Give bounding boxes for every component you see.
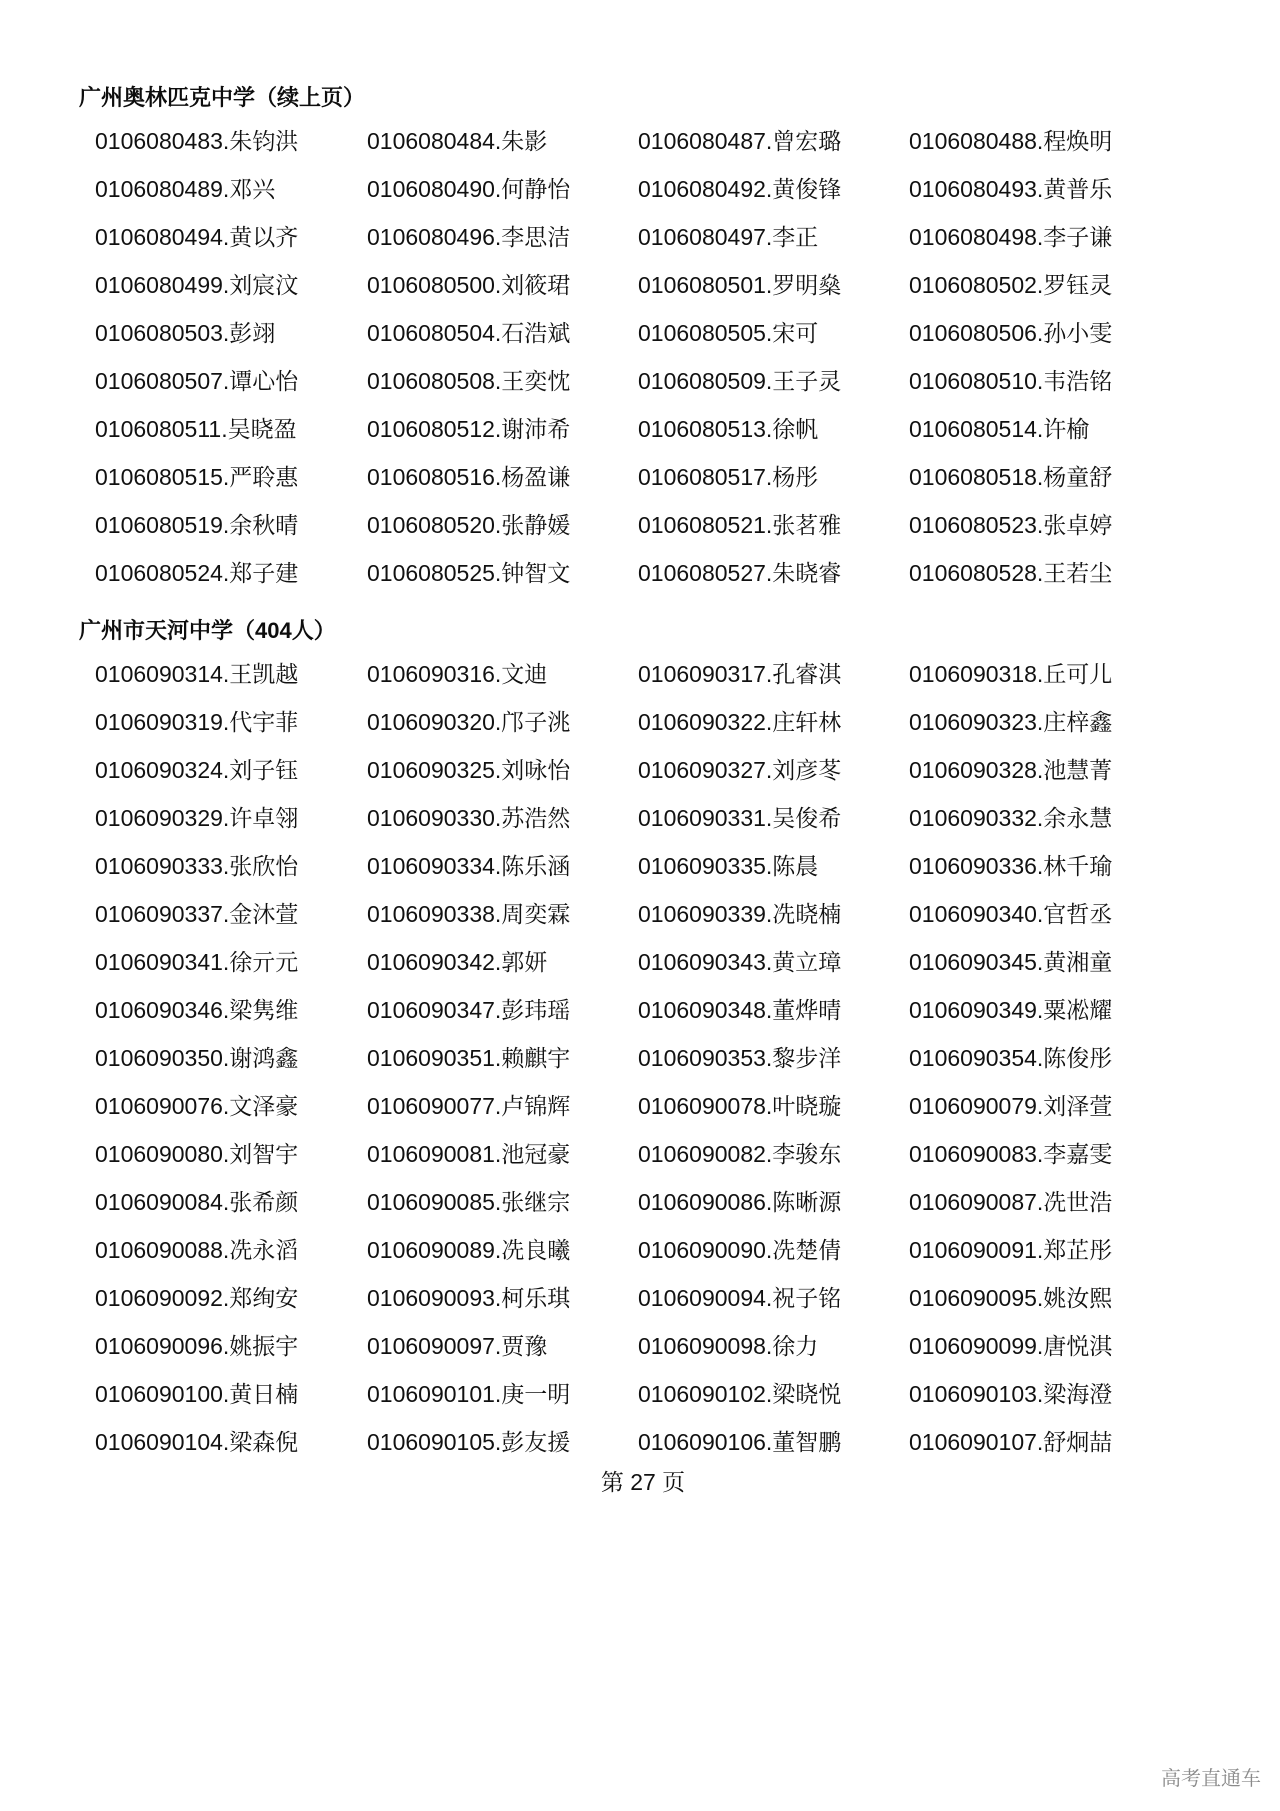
student-entry: 0106090320.邝子洮 bbox=[367, 709, 571, 735]
student-entry: 0106090353.黎步洋 bbox=[638, 1045, 842, 1071]
student-entry: 0106090103.梁海澄 bbox=[909, 1381, 1113, 1407]
student-entry: 0106090105.彭友援 bbox=[367, 1429, 571, 1455]
entry-row bbox=[0, 165, 1280, 213]
student-entry: 0106090338.周奕霖 bbox=[367, 901, 571, 927]
entry-row bbox=[0, 357, 1280, 405]
entry-list bbox=[0, 650, 1280, 1466]
student-entry: 0106080489.邓兴 bbox=[95, 176, 276, 202]
student-entry: 0106090092.郑绚安 bbox=[95, 1285, 299, 1311]
student-entry: 0106090104.梁森倪 bbox=[95, 1429, 299, 1455]
student-entry: 0106080484.朱影 bbox=[367, 128, 548, 154]
student-entry: 0106090093.柯乐琪 bbox=[367, 1285, 571, 1311]
student-entry: 0106090083.李嘉雯 bbox=[909, 1141, 1113, 1167]
student-entry: 0106090330.苏浩然 bbox=[367, 805, 571, 831]
entry-row bbox=[0, 1082, 1280, 1130]
student-entry: 0106080498.李子谦 bbox=[909, 224, 1113, 250]
student-entry: 0106090098.徐力 bbox=[638, 1333, 819, 1359]
student-entry: 0106090351.赖麒宇 bbox=[367, 1045, 571, 1071]
student-entry: 0106090316.文迪 bbox=[367, 661, 548, 687]
student-entry: 0106090078.叶晓璇 bbox=[638, 1093, 842, 1119]
entry-row bbox=[0, 501, 1280, 549]
student-entry: 0106080496.李思洁 bbox=[367, 224, 571, 250]
entry-row bbox=[0, 746, 1280, 794]
student-entry: 0106090331.吴俊希 bbox=[638, 805, 842, 831]
student-entry: 0106090077.卢锦辉 bbox=[367, 1093, 571, 1119]
student-entry: 0106080488.程焕明 bbox=[909, 128, 1113, 154]
student-entry: 0106090317.孔睿淇 bbox=[638, 661, 842, 687]
student-entry: 0106080524.郑子建 bbox=[95, 560, 299, 586]
student-entry: 0106080520.张静媛 bbox=[367, 512, 571, 538]
student-entry: 0106090076.文泽豪 bbox=[95, 1093, 299, 1119]
school-heading: 广州市天河中学（404人） bbox=[79, 618, 336, 643]
student-entry: 0106080519.余秋晴 bbox=[95, 512, 299, 538]
watermark: 高考直通车 bbox=[1161, 1768, 1261, 1790]
entry-row bbox=[0, 1130, 1280, 1178]
student-entry: 0106090323.庄梓鑫 bbox=[909, 709, 1113, 735]
student-entry: 0106080516.杨盈谦 bbox=[367, 464, 571, 490]
page-number: 第 27 页 bbox=[600, 1469, 686, 1495]
student-entry: 0106090349.粟凇耀 bbox=[909, 997, 1113, 1023]
student-entry: 0106080493.黄普乐 bbox=[909, 176, 1113, 202]
student-entry: 0106080492.黄俊锋 bbox=[638, 176, 842, 202]
student-entry: 0106090094.祝子铭 bbox=[638, 1285, 842, 1311]
student-entry: 0106090088.冼永滔 bbox=[95, 1237, 299, 1263]
entry-row bbox=[0, 213, 1280, 261]
student-entry: 0106090096.姚振宇 bbox=[95, 1333, 299, 1359]
student-entry: 0106080509.王子灵 bbox=[638, 368, 842, 394]
student-entry: 0106090348.董烨晴 bbox=[638, 997, 842, 1023]
student-entry: 0106090327.刘彦苳 bbox=[638, 757, 842, 783]
student-entry: 0106090314.王凯越 bbox=[95, 661, 299, 687]
entry-row bbox=[0, 261, 1280, 309]
student-entry: 0106090107.舒炯喆 bbox=[909, 1429, 1113, 1455]
student-entry: 0106090095.姚汝熙 bbox=[909, 1285, 1113, 1311]
student-entry: 0106090340.官哲丞 bbox=[909, 901, 1113, 927]
student-entry: 0106090106.董智鹏 bbox=[638, 1429, 842, 1455]
student-entry: 0106090334.陈乐涵 bbox=[367, 853, 571, 879]
student-entry: 0106090101.庚一明 bbox=[367, 1381, 571, 1407]
student-entry: 0106090079.刘泽萱 bbox=[909, 1093, 1113, 1119]
entry-row bbox=[0, 309, 1280, 357]
student-entry: 0106090341.徐亓元 bbox=[95, 949, 299, 975]
student-entry: 0106080503.彭翊 bbox=[95, 320, 276, 346]
student-entry: 0106090337.金沐萱 bbox=[95, 901, 299, 927]
student-entry: 0106080501.罗明燊 bbox=[638, 272, 842, 298]
entry-row bbox=[0, 405, 1280, 453]
student-entry: 0106090100.黄日楠 bbox=[95, 1381, 299, 1407]
entry-row bbox=[0, 1178, 1280, 1226]
student-entry: 0106080506.孙小雯 bbox=[909, 320, 1113, 346]
student-entry: 0106080508.王奕忱 bbox=[367, 368, 571, 394]
student-entry: 0106090080.刘智宇 bbox=[95, 1141, 299, 1167]
student-entry: 0106090333.张欣怡 bbox=[95, 853, 299, 879]
entry-row bbox=[0, 698, 1280, 746]
student-entry: 0106090085.张继宗 bbox=[367, 1189, 571, 1215]
entry-row bbox=[0, 890, 1280, 938]
entry-row bbox=[0, 938, 1280, 986]
student-entry: 0106080518.杨童舒 bbox=[909, 464, 1113, 490]
student-entry: 0106080513.徐帆 bbox=[638, 416, 819, 442]
student-entry: 0106080500.刘筱珺 bbox=[367, 272, 571, 298]
student-entry: 0106080499.刘宸汶 bbox=[95, 272, 299, 298]
student-entry: 0106090086.陈晰源 bbox=[638, 1189, 842, 1215]
student-entry: 0106080497.李正 bbox=[638, 224, 819, 250]
student-entry: 0106080527.朱晓睿 bbox=[638, 560, 842, 586]
student-entry: 0106090346.梁隽维 bbox=[95, 997, 299, 1023]
student-entry: 0106090328.池慧菁 bbox=[909, 757, 1113, 783]
student-entry: 0106080512.谢沛希 bbox=[367, 416, 571, 442]
student-entry: 0106080504.石浩斌 bbox=[367, 320, 571, 346]
student-entry: 0106080515.严聆惠 bbox=[95, 464, 299, 490]
student-entry: 0106090324.刘子钰 bbox=[95, 757, 299, 783]
student-entry: 0106090325.刘咏怡 bbox=[367, 757, 571, 783]
entry-row bbox=[0, 1418, 1280, 1466]
student-entry: 0106090345.黄湘童 bbox=[909, 949, 1113, 975]
student-entry: 0106080521.张茗雅 bbox=[638, 512, 842, 538]
student-entry: 0106090343.黄立璋 bbox=[638, 949, 842, 975]
student-entry: 0106080523.张卓婷 bbox=[909, 512, 1113, 538]
student-entry: 0106080510.韦浩铭 bbox=[909, 368, 1113, 394]
student-entry: 0106080528.王若尘 bbox=[909, 560, 1113, 586]
entry-row bbox=[0, 1226, 1280, 1274]
entry-row bbox=[0, 453, 1280, 501]
entry-row bbox=[0, 1322, 1280, 1370]
student-entry: 0106090335.陈晨 bbox=[638, 853, 819, 879]
student-entry: 0106090097.贾豫 bbox=[367, 1333, 548, 1359]
student-entry: 0106080483.朱钧洪 bbox=[95, 128, 299, 154]
student-entry: 0106090090.冼楚倩 bbox=[638, 1237, 842, 1263]
student-entry: 0106080502.罗钰灵 bbox=[909, 272, 1113, 298]
student-entry: 0106080490.何静怡 bbox=[367, 176, 571, 202]
student-entry: 0106090081.池冠豪 bbox=[367, 1141, 571, 1167]
student-entry: 0106090087.冼世浩 bbox=[909, 1189, 1113, 1215]
entry-row bbox=[0, 1274, 1280, 1322]
student-entry: 0106090342.郭妍 bbox=[367, 949, 548, 975]
entry-row bbox=[0, 794, 1280, 842]
student-entry: 0106090091.郑芷彤 bbox=[909, 1237, 1113, 1263]
student-entry: 0106080487.曾宏璐 bbox=[638, 128, 842, 154]
entry-row bbox=[0, 117, 1280, 165]
student-entry: 0106090336.林千瑜 bbox=[909, 853, 1113, 879]
student-entry: 0106080525.钟智文 bbox=[367, 560, 571, 586]
student-entry: 0106090354.陈俊彤 bbox=[909, 1045, 1113, 1071]
student-entry: 0106090084.张希颜 bbox=[95, 1189, 299, 1215]
student-entry: 0106080507.谭心怡 bbox=[95, 368, 299, 394]
entry-list bbox=[0, 117, 1280, 597]
entry-row bbox=[0, 1370, 1280, 1418]
entry-row bbox=[0, 549, 1280, 597]
student-entry: 0106090347.彭玮瑶 bbox=[367, 997, 571, 1023]
student-entry: 0106080514.许榆 bbox=[909, 416, 1090, 442]
student-entry: 0106090082.李骏东 bbox=[638, 1141, 842, 1167]
entry-row bbox=[0, 986, 1280, 1034]
student-entry: 0106090329.许卓翎 bbox=[95, 805, 299, 831]
student-entry: 0106090350.谢鸿鑫 bbox=[95, 1045, 299, 1071]
entry-row bbox=[0, 842, 1280, 890]
student-entry: 0106090099.唐悦淇 bbox=[909, 1333, 1113, 1359]
student-entry: 0106080505.宋可 bbox=[638, 320, 819, 346]
student-entry: 0106090332.余永慧 bbox=[909, 805, 1113, 831]
school-heading: 广州奥林匹克中学（续上页） bbox=[79, 85, 366, 110]
student-entry: 0106090319.代宇菲 bbox=[95, 709, 299, 735]
entry-row bbox=[0, 1034, 1280, 1082]
student-entry: 0106080517.杨彤 bbox=[638, 464, 819, 490]
student-entry: 0106090102.梁晓悦 bbox=[638, 1381, 842, 1407]
student-entry: 0106090318.丘可儿 bbox=[909, 661, 1113, 687]
student-entry: 0106080511.吴晓盈 bbox=[95, 416, 297, 442]
student-entry: 0106090339.冼晓楠 bbox=[638, 901, 842, 927]
entry-row bbox=[0, 650, 1280, 698]
student-entry: 0106090089.冼良曦 bbox=[367, 1237, 571, 1263]
student-entry: 0106080494.黄以齐 bbox=[95, 224, 299, 250]
student-entry: 0106090322.庄轩林 bbox=[638, 709, 842, 735]
